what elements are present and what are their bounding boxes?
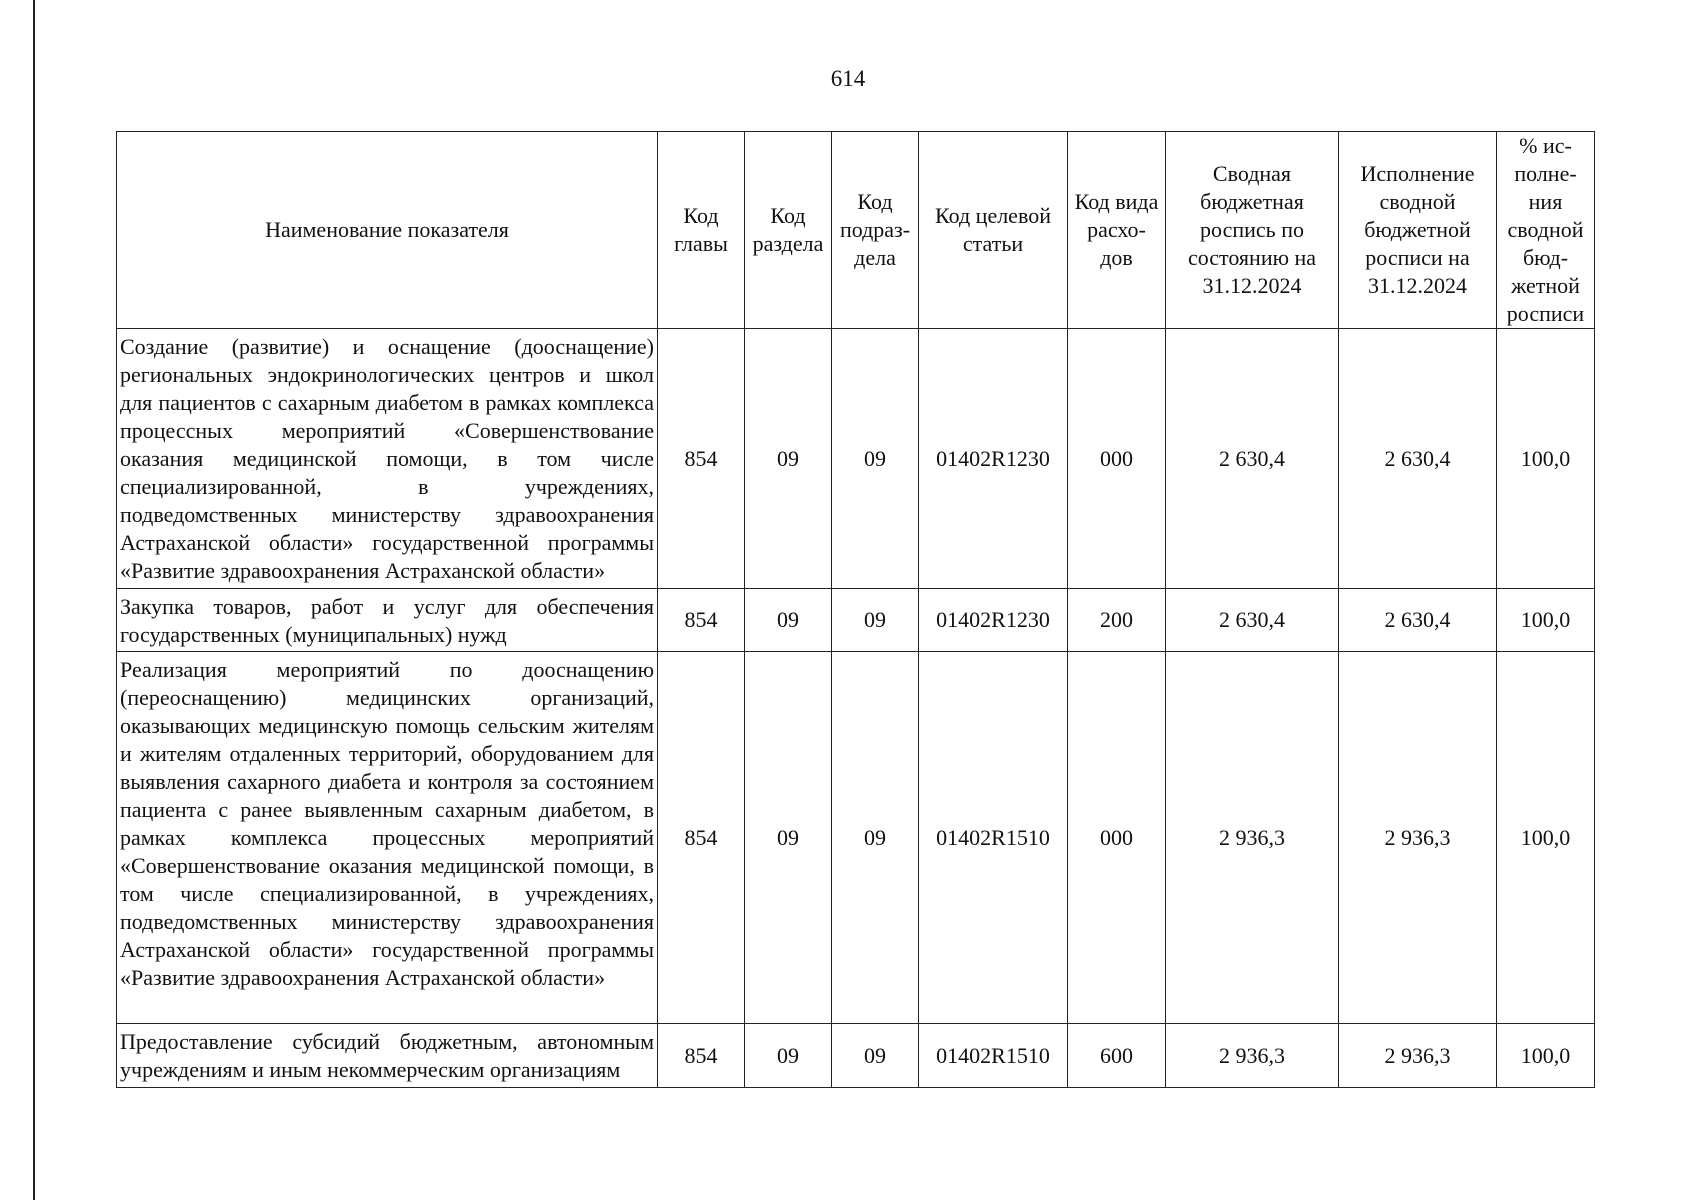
row-subsection-code: 09: [832, 1024, 919, 1088]
row-executed-amount: 2 936,3: [1339, 652, 1497, 1024]
row-indicator-name: Создание (развитие) и оснащение (дооснащение) региональных эндокринологических центров и школ для пациентов с сахарным диабетом в рамках комплекса процессных мероприятий «Совершенствование оказания медицинской помощи, в том числе специализированной, в учреждениях, подведомственных министерству здравоохранения Астраханской области» государственной программы «Развитие здравоохранения Астраханской области»: [117, 329, 658, 589]
table-header-row: [117, 132, 1595, 329]
row-chapter-code: 854: [658, 589, 745, 652]
binding-margin-line: [33, 0, 35, 1200]
row-expense-type-code: 200: [1068, 589, 1166, 652]
row-execution-percent: 100,0: [1497, 329, 1595, 589]
row-expense-type-code: 000: [1068, 652, 1166, 1024]
row-target-article-code: 01402R1510: [919, 652, 1068, 1024]
header-indicator-name: Наименование показателя: [117, 132, 658, 329]
row-executed-amount: 2 936,3: [1339, 1024, 1497, 1088]
header-section-code: Код раздела: [745, 132, 832, 329]
header-chapter-code: Код главы: [658, 132, 745, 329]
table-row: [117, 652, 1595, 1024]
row-executed-amount: 2 630,4: [1339, 589, 1497, 652]
row-execution-percent: 100,0: [1497, 1024, 1595, 1088]
row-execution-percent: 100,0: [1497, 589, 1595, 652]
row-section-code: 09: [745, 329, 832, 589]
row-planned-amount: 2 936,3: [1166, 652, 1339, 1024]
header-executed-budget: Исполнение сводной бюджетной росписи на 31.12.2024: [1339, 132, 1497, 329]
row-section-code: 09: [745, 1024, 832, 1088]
budget-execution-table: [116, 131, 1595, 1088]
row-indicator-name: Предоставление субсидий бюджетным, автономным учреждениям и иным некоммерческим организациям: [117, 1024, 658, 1088]
row-indicator-name: Закупка товаров, работ и услуг для обеспечения государственных (муниципальных) нужд: [117, 589, 658, 652]
row-expense-type-code: 000: [1068, 329, 1166, 589]
header-expense-type-code: Код вида расхо-дов: [1068, 132, 1166, 329]
row-chapter-code: 854: [658, 1024, 745, 1088]
row-target-article-code: 01402R1510: [919, 1024, 1068, 1088]
row-planned-amount: 2 936,3: [1166, 1024, 1339, 1088]
row-subsection-code: 09: [832, 652, 919, 1024]
table-row: [117, 329, 1595, 589]
header-subsection-code: Код подраз-дела: [832, 132, 919, 329]
row-chapter-code: 854: [658, 652, 745, 1024]
row-indicator-name: Реализация мероприятий по дооснащению (переоснащению) медицинских организаций, оказывающих медицинскую помощь сельским жителям и жителям отдаленных территорий, оборудованием для выявления сахарного диабета и контроля за состоянием пациента с ранее выявленным сахарным диабетом, в рамках комплекса процессных мероприятий «Совершенствование оказания медицинской помощи, в том числе специализированной, в учреждениях, подведомственных министерству здравоохранения Астраханской области» государственной программы «Развитие здравоохранения Астраханской области»: [117, 652, 658, 1024]
row-subsection-code: 09: [832, 329, 919, 589]
row-section-code: 09: [745, 589, 832, 652]
row-expense-type-code: 600: [1068, 1024, 1166, 1088]
row-chapter-code: 854: [658, 329, 745, 589]
row-subsection-code: 09: [832, 589, 919, 652]
header-execution-percent: % ис-полне-ния сводной бюд-жетной росписи: [1497, 132, 1595, 329]
table-row: [117, 1024, 1595, 1088]
table-row: [117, 589, 1595, 652]
row-executed-amount: 2 630,4: [1339, 329, 1497, 589]
row-target-article-code: 01402R1230: [919, 589, 1068, 652]
page-number: 614: [830, 66, 866, 91]
row-execution-percent: 100,0: [1497, 652, 1595, 1024]
row-planned-amount: 2 630,4: [1166, 589, 1339, 652]
row-planned-amount: 2 630,4: [1166, 329, 1339, 589]
row-section-code: 09: [745, 652, 832, 1024]
header-target-article-code: Код целевой статьи: [919, 132, 1068, 329]
header-planned-budget: Сводная бюджетная роспись по состоянию на 31.12.2024: [1166, 132, 1339, 329]
row-target-article-code: 01402R1230: [919, 329, 1068, 589]
